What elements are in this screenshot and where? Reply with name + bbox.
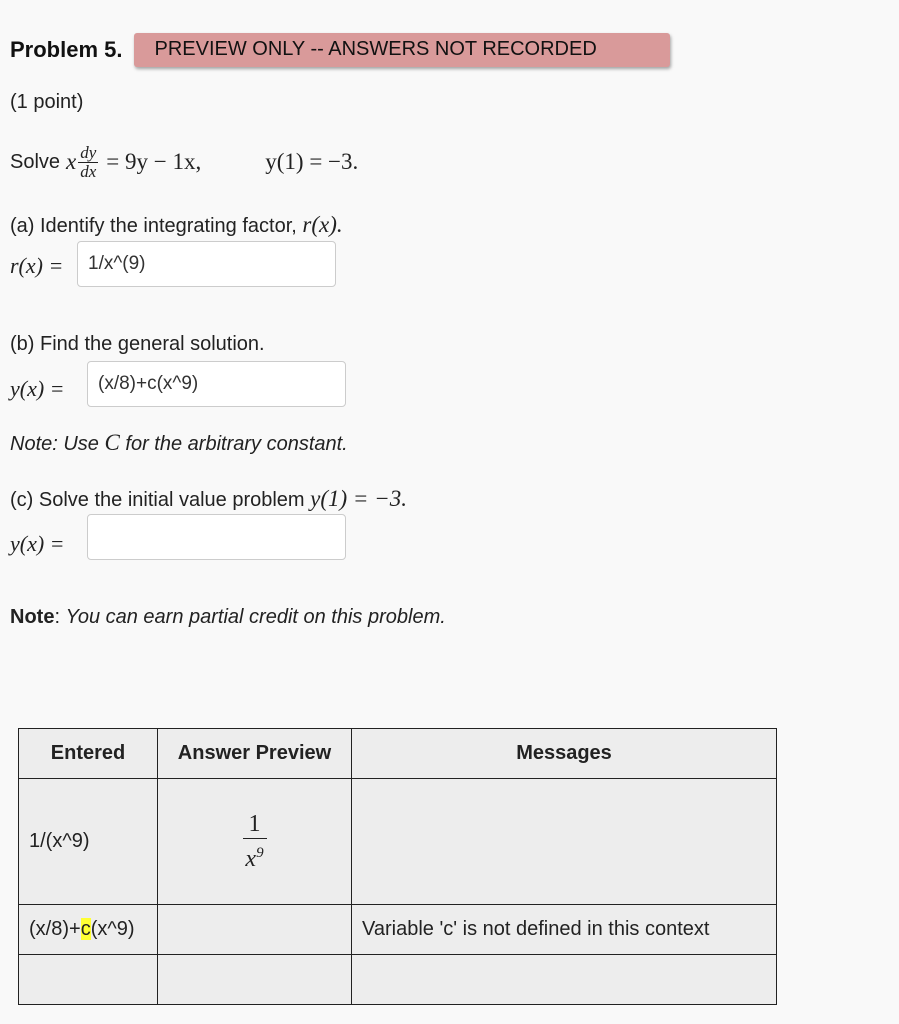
solve-label: Solve	[10, 150, 61, 173]
equation-rhs: = 9y − 1x,	[106, 149, 202, 174]
preview-cell	[158, 779, 352, 905]
entered-cell	[19, 905, 158, 955]
table-row	[19, 905, 777, 955]
partial-credit-note-text: You can earn partial credit on this problem.	[65, 606, 446, 628]
integrating-factor-input[interactable]	[77, 241, 336, 287]
part-b-note-prefix: Note: Use	[10, 433, 99, 455]
preview-fraction	[243, 810, 267, 873]
part-a-prompt	[10, 212, 343, 238]
entered-text-before: (x/8)+	[29, 918, 81, 940]
preview-cell	[158, 955, 352, 1005]
table-row	[19, 955, 777, 1005]
entered-text-after: (x^9)	[90, 918, 135, 940]
part-b-prompt: (b) Find the general solution.	[10, 333, 265, 355]
general-solution-input[interactable]	[87, 361, 346, 407]
derivative-numerator: dy	[80, 142, 97, 162]
header-entered: Entered	[19, 729, 158, 779]
part-b-note-math: C	[104, 430, 120, 455]
entered-cell	[19, 955, 158, 1005]
part-a-label: r(x) =	[10, 253, 64, 278]
results-header-row	[19, 729, 777, 779]
derivative-fraction	[78, 144, 98, 181]
part-b-note-suffix: for the arbitrary constant.	[125, 433, 348, 455]
preview-denominator-exponent: 9	[256, 845, 264, 861]
part-a-prompt-text: (a) Identify the integrating factor,	[10, 215, 297, 237]
initial-condition: y(1) = −3.	[265, 149, 359, 174]
message-cell	[352, 779, 777, 905]
part-c-prompt-text: (c) Solve the initial value problem	[10, 489, 305, 511]
entered-cell: 1/(x^9)	[19, 779, 158, 905]
problem-title: Problem 5.	[10, 37, 123, 62]
header-answer-preview: Answer Preview	[158, 729, 352, 779]
problem-header	[10, 33, 670, 67]
problem-points: (1 point)	[10, 91, 84, 113]
entered-highlighted-variable: c	[80, 918, 91, 940]
preview-badge: PREVIEW ONLY -- ANSWERS NOT RECORDED	[134, 33, 670, 67]
message-cell: Variable 'c' is not defined in this context	[352, 905, 777, 955]
preview-denominator	[245, 839, 263, 873]
derivative-denominator: dx	[80, 161, 97, 181]
preview-numerator: 1	[243, 810, 267, 839]
part-b-note	[10, 430, 348, 456]
partial-credit-note: Note: You can earn partial credit on this problem.	[10, 606, 446, 628]
equation-lhs-var: x	[66, 149, 77, 174]
preview-denominator-base: x	[245, 846, 257, 872]
part-b-label: y(x) =	[10, 376, 65, 401]
message-cell	[352, 955, 777, 1005]
results-table	[18, 728, 777, 1005]
header-messages: Messages	[352, 729, 777, 779]
part-c-prompt	[10, 486, 407, 512]
part-c-label: y(x) =	[10, 531, 65, 556]
partial-credit-note-label: Note	[10, 606, 55, 628]
ivp-solution-input[interactable]	[87, 514, 346, 560]
part-a-prompt-math: r(x).	[302, 212, 343, 237]
part-c-prompt-math: y(1) = −3.	[310, 486, 407, 511]
problem-statement	[10, 140, 358, 184]
table-row	[19, 779, 777, 905]
preview-cell	[158, 905, 352, 955]
